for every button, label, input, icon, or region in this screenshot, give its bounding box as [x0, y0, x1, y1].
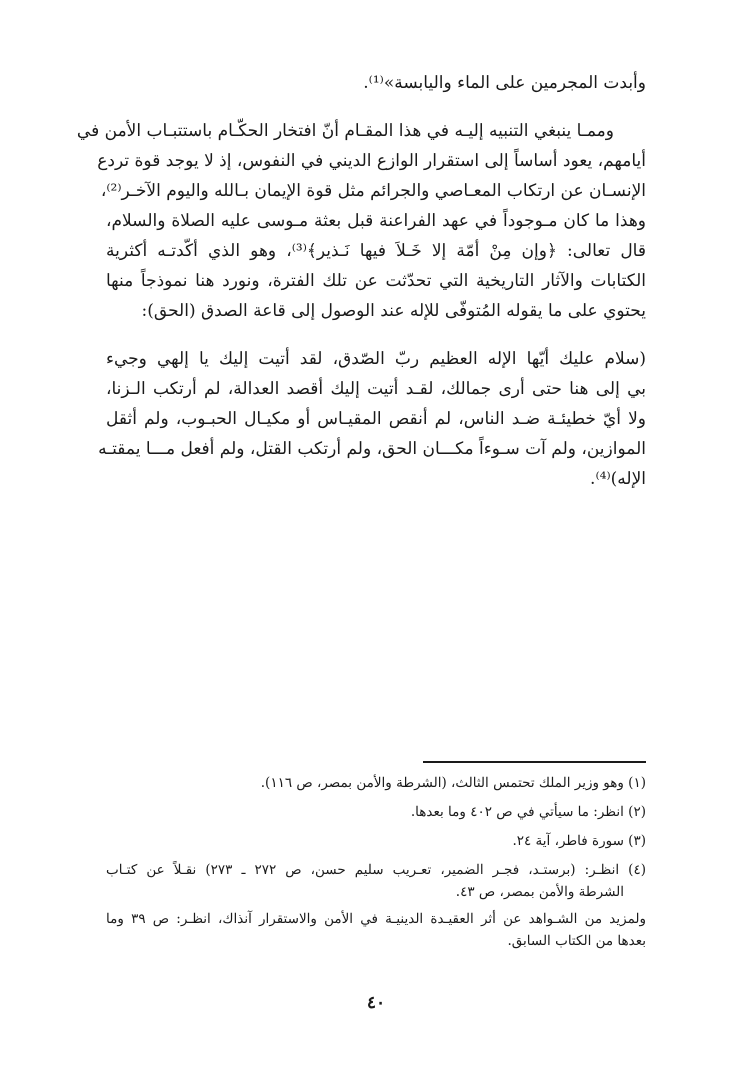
body-line-5: وهذا ما كان مـوجوداً في عهد الفراعنة قبل بعثة مـوسى عليه الصلاة والسلام، [106, 211, 646, 231]
footnote-4-line-3: ولمزيد من الشـواهد عن أثر العقيـدة الدينيـة في الأمن والاستقرار آنذاك، انظـر: ص ٣٩ وما [106, 911, 647, 927]
quote-line-1: (سلام عليك أيّها الإله العظيم ربّ الصّدق، لقد أتيت إليك يا إلهي وجيء [106, 349, 646, 369]
quote-line-2: بي إلى هنا حتى أرى جمالك، لقـد أتيت إليك أقصد العدالة، لم أرتكب الـزنا، [106, 379, 646, 399]
body-line-4: الإنسـان عن ارتكاب المعـاصي والجرائم مثل قوة الإيمان بـالله واليوم الآخـر⁽²⁾، [100, 181, 646, 201]
footnote-4-line-4: بعدها من الكتاب السابق. [507, 933, 646, 949]
footnote-4-line-2: الشرطة والأمن بمصر، ص ٤٣. [455, 884, 624, 900]
quote-line-4: الموازين، ولم آت سـوءاً مكـــان الحق، ولم أرتكب القتل، ولم أفعل مـــا يمقتـه [98, 439, 646, 459]
footnote-3: (٣) سورة فاطر، آية ٢٤. [512, 833, 646, 849]
body-line-8: يحتوي على ما يقوله المُتوفّى للإله عند الوصول إلى قاعة الصدق (الحق): [141, 301, 646, 321]
body-line-6: قال تعالى: ﴿وإن مِنْ أمّة إلا خَـلاَ فيها نَـذير﴾⁽³⁾، وهو الذي أكّدتـه أكثرية [106, 241, 646, 261]
quote-line-5: الإله)⁽⁴⁾. [590, 469, 646, 489]
body-line-7: الكتابات والآثار التاريخية التي تحدّثت عن تلك الفترة، ونورد هنا نموذجاً منها [106, 271, 646, 291]
body-line-2: وممـا ينبغي التنبيه إليـه في هذا المقـام أنّ افتخار الحكّـام باستتبـاب الأمن في [76, 121, 614, 141]
book-page [76, 68, 647, 1028]
footnote-divider [423, 761, 646, 763]
footnote-1: (١) وهو وزير الملك تحتمس الثالث، (الشرطة والأمن بمصر، ص ١١٦). [260, 775, 646, 791]
page-number: ٤٠ [366, 993, 386, 1013]
footnote-4-line-1: (٤) انظـر: (برستـد، فجـر الضمير، تعـريب سليم حسن، ص ٢٧٢ ـ ٢٧٣) نقـلاً عن كتـاب [106, 862, 646, 878]
body-line-3: أيامهم، يعود أساساً إلى استقرار الوازع الديني في النفوس، إذ لا يوجد قوة تردع [97, 151, 646, 171]
quote-line-3: ولا أيّ خطيئـة ضـد الناس، لم أنقص المقيـاس أو مكيـال الحبـوب، ولم أثقل [106, 409, 646, 429]
body-line-1: وأبدت المجرمين على الماء واليابسة»⁽¹⁾. [363, 73, 646, 93]
footnote-2: (٢) انظر: ما سيأتي في ص ٤٠٢ وما بعدها. [410, 804, 646, 820]
